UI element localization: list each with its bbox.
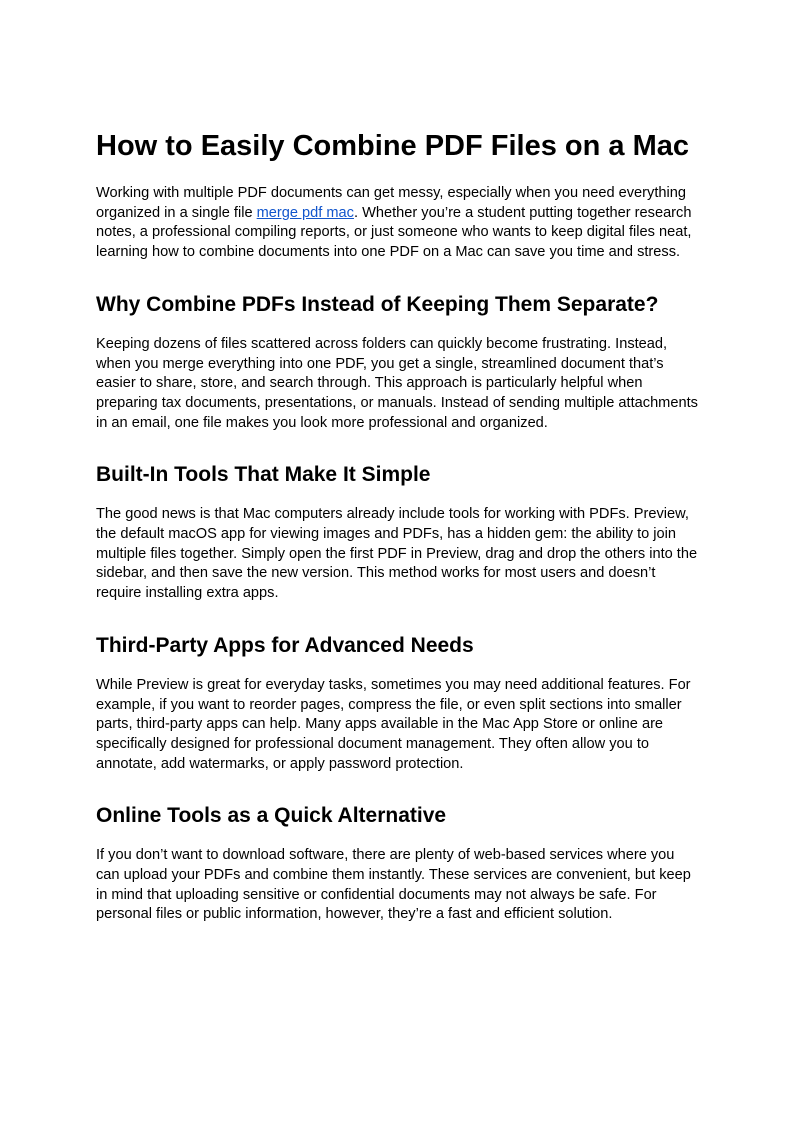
section-built-in-tools	[96, 460, 700, 604]
document-page	[96, 126, 700, 952]
section-why-combine	[96, 290, 700, 434]
section-body: The good news is that Mac computers already include tools for working with PDFs. Preview, the default macOS app for viewing images and PDFs, has a hidden gem: the ability to join multiple files together. Simply open the first PDF in Preview, drag and drop the others into the sidebar, and then save the new version. This method works for most users and doesn’t require installing extra apps.	[96, 506, 698, 602]
section-body: If you don’t want to download software, there are plenty of web-based services where you can upload your PDFs and combine them instantly. These services are convenient, but keep in mind that uploading sensitive or confidential documents may not always be safe. For personal files or public information, however, they’re a fast and efficient solution.	[96, 847, 691, 923]
merge-pdf-mac-link[interactable]: merge pdf mac	[256, 204, 354, 221]
intro-paragraph	[96, 184, 700, 263]
section-third-party-apps	[96, 631, 700, 775]
section-heading: Third-Party Apps for Advanced Needs	[96, 633, 474, 657]
section-heading: Built-In Tools That Make It Simple	[96, 463, 431, 487]
section-heading: Why Combine PDFs Instead of Keeping Them Separate?	[96, 292, 659, 316]
section-body: Keeping dozens of files scattered across folders can quickly become frustrating. Instead, when you merge everything into one PDF, you get a single, streamlined document that’s easier to share, store, and search through. This approach is particularly helpful when preparing tax documents, presentations, or manuals. Instead of sending multiple attachments in an email, one file makes you look more professional and organized.	[96, 335, 698, 431]
section-heading: Online Tools as a Quick Alternative	[96, 804, 447, 828]
section-body: While Preview is great for everyday tasks, sometimes you may need additional features. For example, if you want to reorder pages, compress the file, or even split sections into smaller parts, third-party apps can help. Many apps available in the Mac App Store or online are specifically designed for professional document management. They often allow you to annotate, add watermarks, or apply password protection.	[96, 676, 691, 772]
section-online-tools	[96, 801, 700, 925]
page-title: How to Easily Combine PDF Files on a Mac	[96, 130, 689, 162]
intro-text-before-link: Working with multiple PDF documents can get messy, especially when you need everything organized in a single file	[96, 185, 686, 221]
intro-text-after-link: . Whether you’re a student putting together research notes, a professional compiling reports, or just someone who wants to keep digital files neat, learning how to combine documents into one PDF on a Mac can save you time and stress.	[96, 204, 692, 261]
